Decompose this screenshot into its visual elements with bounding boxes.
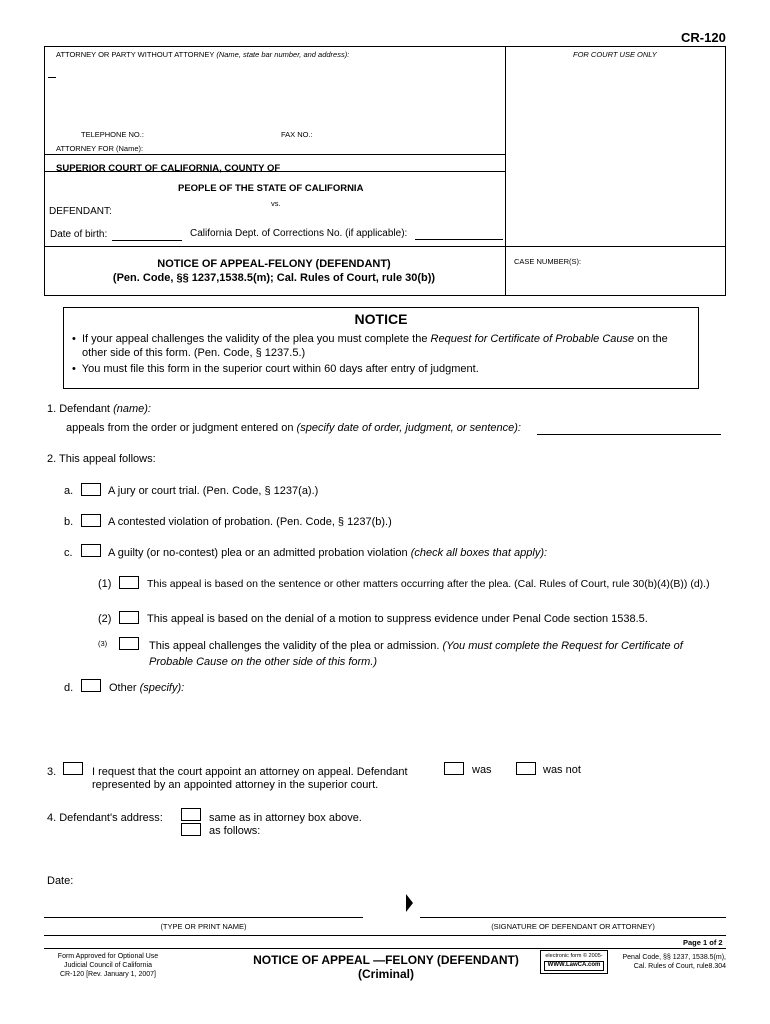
other-specify-field[interactable] — [190, 680, 720, 750]
case-number-field[interactable] — [510, 268, 720, 292]
option-c-text: A guilty (or no-contest) plea or an admitted probation violation (check all boxes that apply): — [108, 547, 548, 559]
fax-label: FAX NO.: — [281, 130, 313, 139]
footer-title: NOTICE OF APPEAL —FELONY (DEFENDANT) — [253, 953, 519, 967]
defendant-field[interactable] — [115, 205, 455, 217]
defendant-address-field[interactable] — [280, 824, 720, 864]
option-a-letter: a. — [64, 485, 74, 497]
option-d-checkbox[interactable] — [81, 679, 101, 692]
cdc-label: California Dept. of Corrections No. (if applicable): — [190, 228, 408, 239]
notice-bullet-2: • You must file this form in the superior court within 60 days after entry of judgment. — [72, 363, 479, 375]
page-number: Page 1 of 2 — [683, 938, 723, 947]
option-c1-num: (1) — [98, 578, 112, 590]
vs-label: vs. — [271, 199, 281, 208]
option-c-checkbox[interactable] — [81, 544, 101, 557]
option-c3-text-line2: Probable Cause on the other side of this form.) — [149, 656, 378, 668]
fax-field[interactable] — [315, 130, 455, 140]
form-approved: Form Approved for Optional Use Judicial Council of California CR-120 [Rev. January 1, 2007] — [57, 953, 159, 978]
cdc-field[interactable] — [415, 239, 503, 240]
was-not-label: was not — [543, 764, 581, 776]
option-c1-checkbox[interactable] — [119, 576, 139, 589]
notice-title: NOTICE — [354, 311, 408, 327]
footer-subtitle: (Criminal) — [357, 967, 414, 981]
telephone-field[interactable] — [140, 130, 270, 140]
form-id: CR-120 — [681, 30, 726, 45]
county-field[interactable] — [292, 161, 455, 173]
date-label: Date: — [47, 875, 74, 887]
same-address-checkbox[interactable] — [181, 808, 201, 821]
option-c-letter: c. — [64, 547, 73, 559]
signature-arrow-icon — [406, 894, 413, 912]
attorney-for-field[interactable] — [146, 143, 456, 153]
attorney-label: ATTORNEY OR PARTY WITHOUT ATTORNEY (Name, state bar number, and address): — [56, 50, 350, 59]
telephone-label: TELEPHONE NO.: — [81, 130, 144, 139]
option-b-text: A contested violation of probation. (Pen. Code, § 1237(b).) — [108, 516, 392, 528]
same-address-label: same as in attorney box above. — [209, 812, 362, 824]
option-a-checkbox[interactable] — [81, 483, 101, 496]
date-field[interactable] — [80, 873, 280, 887]
judgment-date-field[interactable] — [537, 434, 721, 435]
option-c3-num: (3) — [98, 639, 108, 648]
footer-rule — [44, 935, 726, 936]
option-c3-text: This appeal challenges the validity of the plea or admission. (You must complete the Request for Certificate of — [149, 640, 683, 652]
item2-label: 2. This appeal follows: — [47, 453, 156, 465]
caption-title-line2: (Pen. Code, §§ 1237,1538.5(m); Cal. Rules of Court, rule 30(b)) — [112, 272, 436, 284]
option-a-text: A jury or court trial. (Pen. Code, § 1237(a).) — [108, 485, 319, 497]
was-label: was — [472, 764, 492, 776]
people-label: PEOPLE OF THE STATE OF CALIFORNIA — [178, 183, 364, 194]
item4-label: 4. Defendant's address: — [47, 812, 163, 824]
caption-title-line1: NOTICE OF APPEAL-FELONY (DEFENDANT) — [157, 258, 391, 270]
option-d-letter: d. — [64, 682, 74, 694]
option-d-text: Other (specify): — [109, 682, 185, 694]
lawca-stamp: electronic form © 2005- WWW.LawCA.com — [540, 950, 608, 974]
notice-bullet-1-line2: other side of this form. (Pen. Code, § 1237.5.) — [82, 347, 306, 359]
defendant-label: DEFENDANT: — [49, 206, 112, 217]
option-b-checkbox[interactable] — [81, 514, 101, 527]
dob-label: Date of birth: — [50, 229, 108, 240]
attorney-name-field[interactable] — [48, 77, 56, 78]
item1-appeals: appeals from the order or judgment entered on (specify date of order, judgment, or sentence): — [66, 422, 521, 434]
print-name-label: (TYPE OR PRINT NAME) — [160, 922, 247, 931]
follows-address-checkbox[interactable] — [181, 823, 201, 836]
item3-checkbox[interactable] — [63, 762, 83, 775]
option-b-letter: b. — [64, 516, 74, 528]
case-number-label: CASE NUMBER(S): — [514, 257, 582, 266]
defendant-name-field[interactable] — [165, 401, 720, 415]
court-use-label: FOR COURT USE ONLY — [573, 50, 657, 59]
signature-label: (SIGNATURE OF DEFENDANT OR ATTORNEY) — [491, 922, 655, 931]
dob-field[interactable] — [112, 240, 182, 241]
print-name-line[interactable] — [44, 917, 363, 918]
follows-address-label: as follows: — [209, 825, 261, 837]
option-c2-checkbox[interactable] — [119, 611, 139, 624]
option-c2-text: This appeal is based on the denial of a motion to suppress evidence under Penal Code section 1538.5. — [147, 613, 648, 625]
was-checkbox[interactable] — [444, 762, 464, 775]
notice-bullet-1: • If your appeal challenges the validity of the plea you must complete the Request for Certificate of Probable Cause on the — [72, 333, 668, 345]
attorney-for-label: ATTORNEY FOR (Name): — [56, 144, 144, 153]
item3-text: I request that the court appoint an attorney on appeal. Defendant — [92, 766, 408, 778]
option-c1-text: This appeal is based on the sentence or other matters occurring after the plea. (Cal. Rules of Court, rule 30(b)(4)(B)) (d).) — [147, 578, 710, 590]
was-not-checkbox[interactable] — [516, 762, 536, 775]
item3-num: 3. — [47, 766, 57, 778]
item1-label: 1. Defendant (name): — [47, 403, 151, 415]
item3-line2: represented by an appointed attorney in the superior court. — [92, 779, 379, 791]
signature-line[interactable] — [420, 917, 726, 918]
court-label: SUPERIOR COURT OF CALIFORNIA, COUNTY OF — [56, 163, 281, 174]
footer-rule-2 — [44, 948, 726, 949]
option-c2-num: (2) — [98, 613, 112, 625]
footer-citation: Penal Code, §§ 1237, 1538.5(m), Cal. Rules of Court, rule8.304 — [622, 954, 726, 971]
option-c3-checkbox[interactable] — [119, 637, 139, 650]
